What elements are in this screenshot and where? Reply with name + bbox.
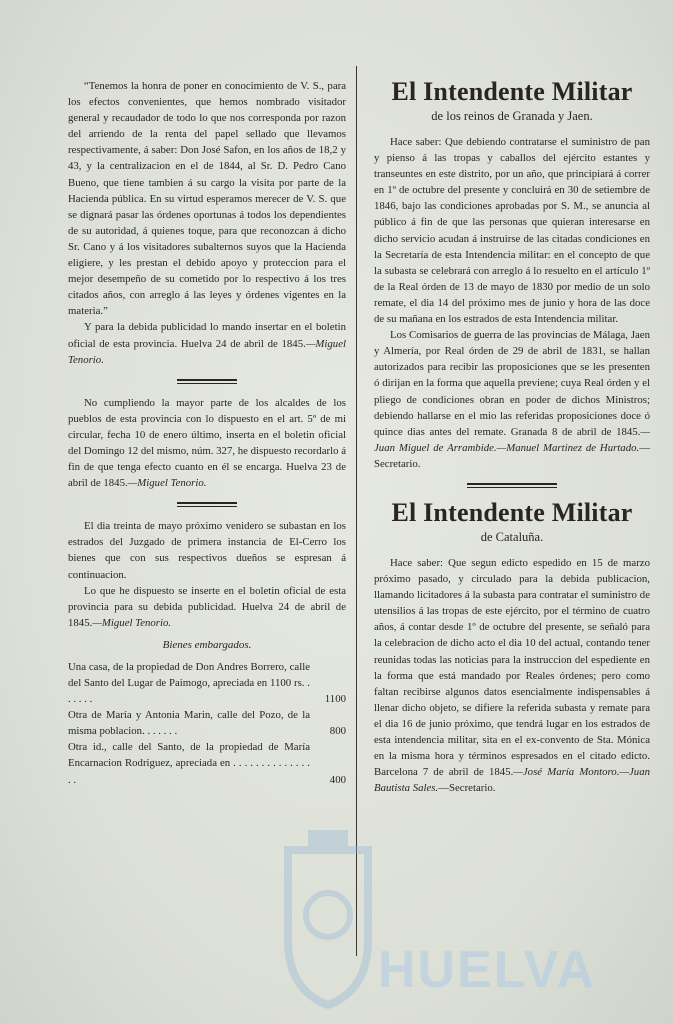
granada-notice: Hace saber: Que debiendo contratarse el suministro de pan y pienso á las tropas y caballos del ejército estantes y transeuntes en este distrito, por un año, que principiará á correr en 1º de octubre del presente y concluirá en 30 de setiembre de 1846, bajo las condiciones aprobadas por S. M., se anuncia al público á fin de que las personas que quieran interesarse en dicho servicio acudan á instruirse de las citadas condiciones en la Secretaría de esta Intendencia militar: en el concepto de que la subasta se celebrará con arreglo á lo resuelto en el artículo 1º de la Real órden de 13 de mayo de 1830 por medio de un solo remate, el dia 14 del próximo mes de junio y hora de las doce de su mañana en los estrados de esta Intendencia militar. <box>374 136 650 326</box>
list-item: Otra de María y Antonia Marin, calle del Pozo, de la misma poblacion. . . . . . . 800 <box>68 709 346 738</box>
section-title: El Intendente Militar <box>391 77 633 106</box>
section-title: El Intendente Militar <box>391 497 633 527</box>
right-column <box>374 78 650 796</box>
column-rule <box>356 66 357 956</box>
alcaldes-notice: No cumpliendo la mayor parte de los alcaldes de los pueblos de esta provincia con lo dispuesto en el art. 5º de mi circular, fecha 10 de enero último, inserta en el boletin oficial del Domingo 12 del mismo, núm. 327, he dispuesto recordarlo á fin de que tenga efecto cuanto en él se encarga. Huelva 23 de abril de 1845.—Miguel Tenorio. <box>68 396 346 490</box>
left-column <box>68 78 346 788</box>
bienes-heading: Bienes embargados. <box>162 638 252 651</box>
letter-paragraph: “Tenemos la honra de poner en conocimiento de V. S., para los efectos convenientes, que hemos nombrado visitador general y recaudador de todo lo que nos corresponda por razon del arriendo de la renta del papel sellado que llevamos respectivamente, á saber: Don José Safon, en los años de 18,2 y 43, y la centralizacion en el de 1844, al Sr. D. Pedro Cano Bueno, que tiene tambien á su cargo la visita por parte de la Hacienda pública. En su virtud esperamos merecer de V. S. que se dignará pasar las órdenes oportunas á todos los dependientes de su autoridad, á quienes toque, para que reconozcan á dicho Sr. Cano y á los visitadores subalternos suyos que la Hacienda eligiere, y les prestan el debido apoyo y proteccion para el mejor desempeño de su cometido por lo respectivo á los tres citados años, con arreglo á las leyes y órdenes vigentes en la materia.” <box>68 80 346 318</box>
section-subtitle: de los reinos de Granada y Jaen. <box>431 109 593 123</box>
watermark-text: HUELVA <box>378 941 597 999</box>
granada-commissaries: Los Comisarios de guerra de las provincias de Málaga, Jaen y Almería, por Real órden de 29 de abril de 1831, se hallan autorizados para recibir las proposiciones que se les presenten ó dirijan en la forma que aquella previene; cuya Real órden y el pliego de condiciones obran en poder de dichos Ministros; debiendo hallarse en el mio las referidas proposiciones doce ó quince dias antes del remate. Granada 8 de abril de 1845.—Juan Miguel de Arrambide.—Manuel Martinez de Hurtado.—Secretario. <box>374 329 650 470</box>
auction-publication: Lo que he dispuesto se inserte en el boletin oficial de esta provincia para su debida publicidad. Huelva 24 de abril de 1845.—Miguel Tenorio. <box>68 584 346 629</box>
library-watermark <box>268 820 608 1020</box>
shield-logo-icon <box>268 820 388 1010</box>
section-divider <box>467 483 557 488</box>
auction-notice: El dia treinta de mayo próximo venidero se subastan en los estrados del Juzgado de primera instancia de El-Cerro los bienes que con sus respectivos dueños se espresan á continuacion. <box>68 520 346 581</box>
list-item: Otra id., calle del Santo, de la propiedad de María Encarnacion Rodriguez, apreciada en . . . . . . . . . . . . . . . . 400 <box>68 741 346 786</box>
section-divider <box>177 502 237 507</box>
section-divider <box>177 379 237 384</box>
cataluna-notice: Hace saber: Que segun edicto espedido en 15 de marzo próximo pasado, y circulado para la debida publicacion, llamando licitadores á la subasta para contratar el suministro de utensilios á las tropas de este ejército, por el término de cuatro años, á contar desde 1º de octubre del presente, se señaló para la celebracion de dicho acto el dia 10 del actual, contando tener reunidas todas las noticias para la instruccion del espediente en la forma que está mandado por Reales órdenes; pero como faltan recibirse algunos datos esencialmente indispensables á llenar dicho objeto, se difiere la referida subasta y remate para el dia 16 de junio próximo, que tendrá lugar en los estrados de esta intendencia militar, sita en el ex-convento de Sta. Mónica en la misma hora y términos espresados en el citado edicto. Barcelona 7 de abril de 1845.—José María Montoro.—Juan Bautista Sales.—Secretario. <box>374 556 650 795</box>
section-subtitle: de Cataluña. <box>480 529 544 544</box>
publication-notice: Y para la debida publicidad lo mando insertar en el boletin oficial de esta provincia. Huelva 24 de abril de 1845.—Miguel Tenorio. <box>68 321 346 366</box>
list-item: Una casa, de la propiedad de Don Andres Borrero, calle del Santo del Lugar de Paimogo, apreciada en 1100 rs. . . . . . . 1100 <box>68 660 346 706</box>
